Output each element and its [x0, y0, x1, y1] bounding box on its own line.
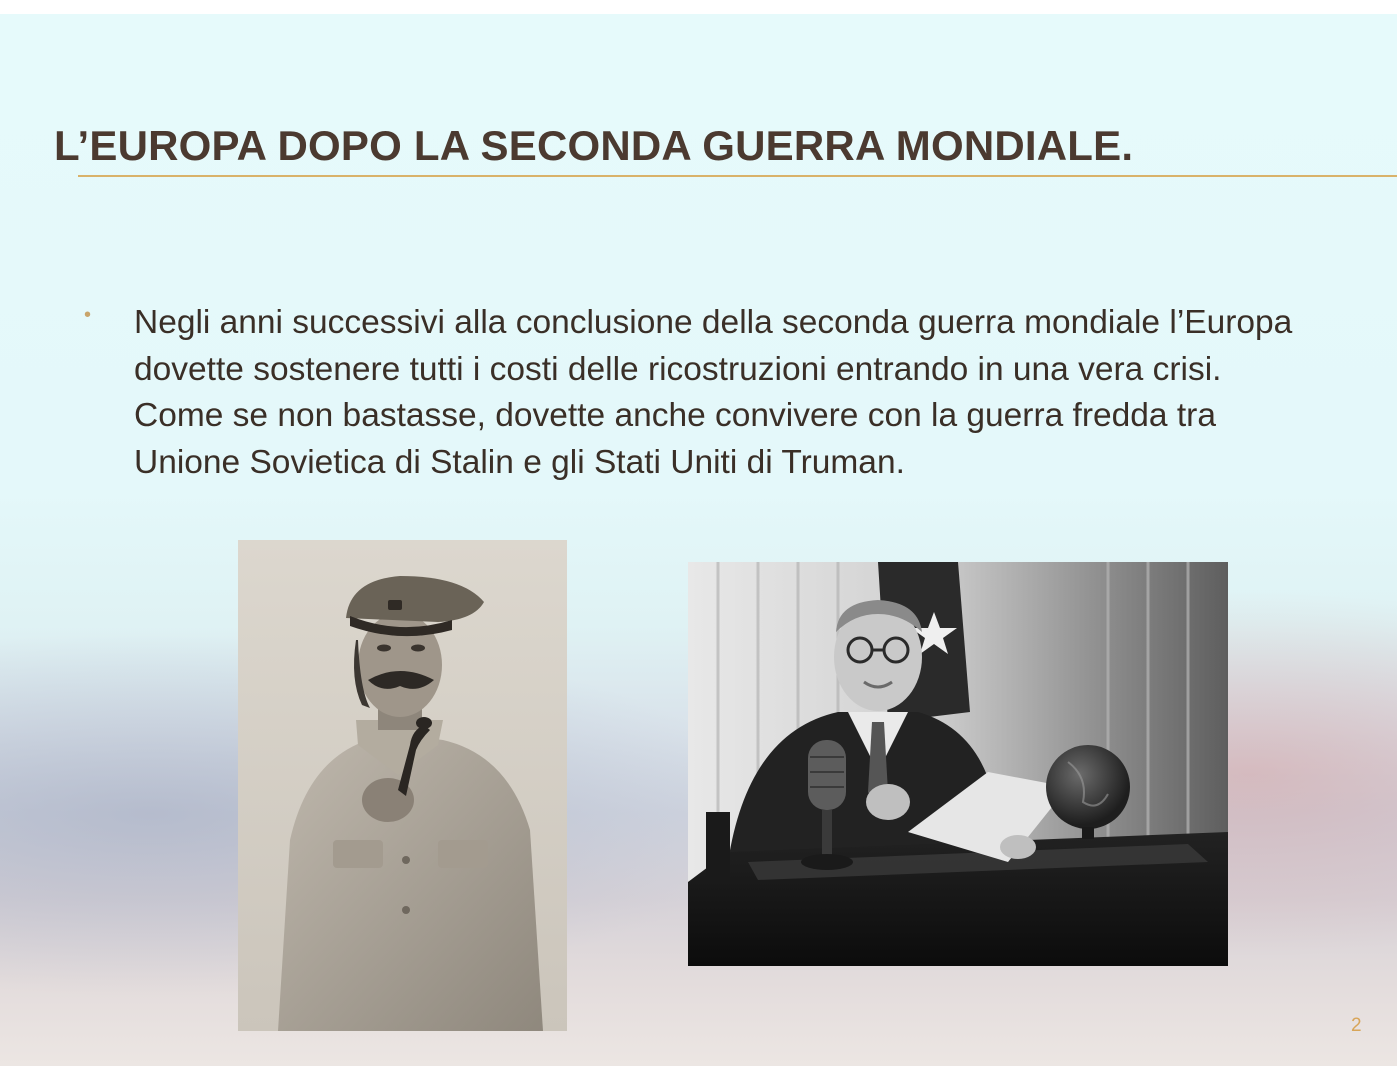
stalin-photo [238, 540, 567, 1031]
slide [0, 14, 1397, 1066]
bullet-text: Negli anni successivi alla conclusione della seconda guerra mondiale l’Europa dovette sostenere tutti i costi delle ricostruzioni entrando in una vera crisi. Come se non bastasse, dovette anche convivere con la guerra fredda tra Unione Sovietica di Stalin e gli Stati Uniti di Truman. [134, 304, 1293, 481]
truman-photo-graphic [688, 562, 1228, 966]
title-underline [78, 175, 1397, 177]
page-number: 2 [1351, 1015, 1362, 1036]
stalin-photo-graphic [238, 540, 567, 1031]
slide-title: L’EUROPA DOPO LA SECONDA GUERRA MONDIALE. [54, 122, 1134, 169]
truman-photo [688, 562, 1228, 966]
bullet-marker: • [84, 304, 92, 326]
